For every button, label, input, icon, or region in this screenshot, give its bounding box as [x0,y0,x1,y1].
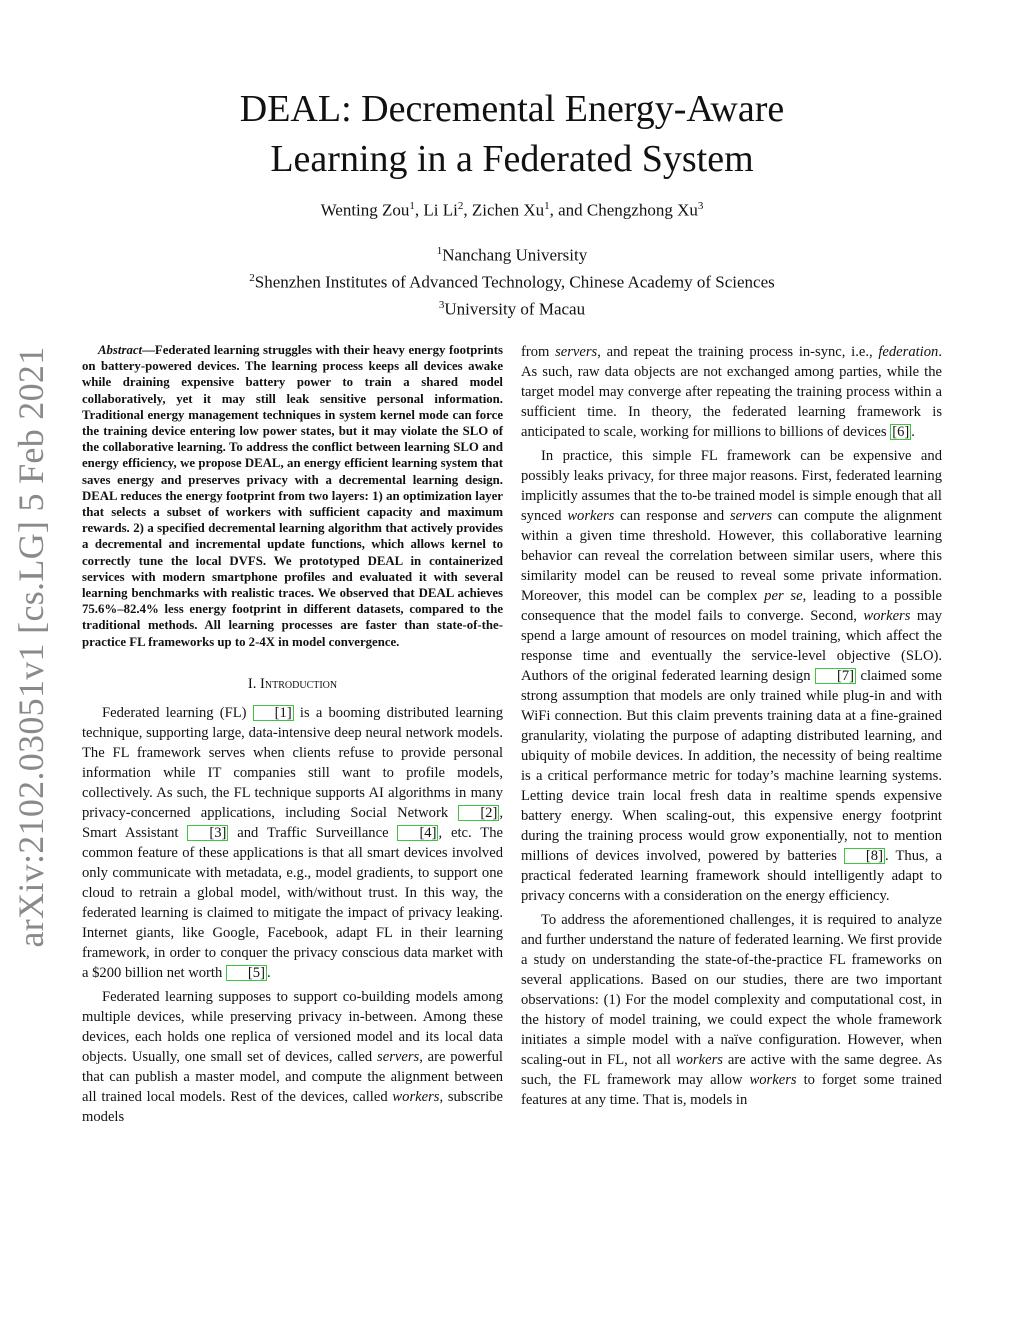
citation-link[interactable]: [4] [397,825,438,841]
affiliation: $^2$Shenzhen Institutes of Advanced Technology, Chinese Academy of Sciences [249,272,775,292]
citation-link[interactable]: [2] [458,805,499,821]
abstract: Abstract—Federated learning struggles with their heavy energy footprints on battery-powered devices. The learning process keeps all devices awake while draining expensive battery power to train a shared model collaboratively, yet it may still leak sensitive personal information. Traditional energy management techniques in system kernel mode can force the training device entering low power states, but it may violate the SLO of the collaborative learning. To address the conflict between learning SLO and energy efficiency, we propose DEAL, an energy efficient learning system that saves energy and preserves privacy with a decremental learning design. DEAL reduces the energy footprint from two layers: 1) an optimization layer that selects a subset of workers with sufficient capacity and maximum rewards. 2) a specified decremental learning algorithm that actively provides a decremental and incremental update functions, which allows kernel to correctly tune the local DVFS. We prototyped DEAL in containerized services with modern smartphone profiles and evaluated it with several learning benchmarks with realistic traces. We observed that DEAL achieves 75.6%–82.4% less energy footprint in different datasets, compared to the traditional methods. All learning processes are faster than state-of-the-practice FL frameworks up to 2-4X in model convergence. [82,343,503,649]
title-line-2: Learning in a Federated System [270,138,754,180]
title-line-1: DEAL: Decremental Energy-Aware [239,88,785,130]
affiliation: $^3$University of Macau [438,299,586,319]
right-column [521,342,942,1110]
paper-title [0,84,1024,184]
intro-paragraph-2: Federated learning supposes to support co-building models among multiple devices, while preserving privacy in-between. Among these devices, each holds one replica of versioned model and its local data objects. Usually, one small set of devices, called servers, are powerful that can publish a master model, and compute the alignment between all trained local models. Rest of the devices, called workers, subscribe models [82,988,503,1125]
intro-paragraph-1: Federated learning (FL) [1] is a booming distributed learning technique, supporting large, data-intensive deep neural network models. The FL framework serves when clients refuse to provide personal information while IT companies still want to profile models, collectively. As such, the FL technique supports AI algorithms in many privacy-concerned applications, including Social Network [2] , Smart Assistant [3] and Traffic Surveillance [4] , etc. The common feature of these applications is that all smart devices involved only communicate with metadata, e.g., model gradients, to support one cloud to retrain a global model, with/without trust. In this way, the federated learning is claimed to mitigate the impact of privacy leaking. Internet giants, like Google, Facebook, adapt FL in their learning framework, in order to conquer the privacy conscious data market with a $200 billion net worth [5] . [82,704,503,981]
citation-link[interactable]: [1] [253,705,294,721]
author-list: Wenting Zou$^1$, Li Li$^2$, Zichen Xu$^1$, and Chengzhong Xu$^3$ [320,200,704,220]
intro-paragraph-3: In practice, this simple FL framework can be expensive and possibly leaks privacy, for three major reasons. First, federated learning implicitly assumes that the to-be trained model is simple enough that all synced workers can response and servers can compute the alignment within a given time threshold. However, this collaborative learning behavior can reveal the correlation between similar users, where this similarity model can be reused to reveal some private information. Moreover, this model can be complex per se, leading to a possible consequence that the model fails to converge. Second, workers may spend a large amount of resources on model training, which affect the response time and eventually the service-level objective (SLO). Authors of the original federated learning design [7] claimed some strong assumption that models are only trained while plug-in and with WiFi connection. But this claim prevents training data at a fine-grained granularity, violating the purpose of adapting distributed learning, and ubiquity of mobile devices. In addition, the necessity of being realtime is a critical performance metric for today’s machine learning systems. Letting device train local fresh data in realtime spends expensive battery energy. When scaling-out, this expensive energy footprint during the training process would grow exponentially, not to mention millions of devices involved, powered by batteries [8] . Thus, a practical federated learning framework should intelligently adapt to privacy concerns with a consideration on the energy efficiency. [521,448,942,904]
affiliation: $^1$Nanchang University [436,245,588,265]
section-heading: I. Introduction [247,675,338,692]
affiliations [0,240,1024,321]
citation-link[interactable]: [5] [226,965,267,981]
citation-link[interactable]: [6] [892,424,910,440]
citation-link[interactable]: [8] [844,848,885,864]
intro-paragraph-2-cont: from servers, and repeat the training process in-sync, i.e., federation. As such, raw data objects are not exchanged among parties, while the target model may converge after repeating the training process within a sufficient time. In theory, the federated learning framework is anticipated to scale, working for millions to billions of devices [6] . [521,344,942,440]
abstract-label: Abstract [98,343,143,357]
left-column [82,342,503,1127]
citation-link[interactable]: [7] [815,668,856,684]
intro-paragraph-4: To address the aforementioned challenges, it is required to analyze and further understand the nature of federated learning. We first provide a study on understanding the state-of-the-practice FL frameworks on several applications. Based on our studies, there are two important observations: (1) For the model complexity and computational cost, in the history of model training, we could expect the whole framework initiates a simple model with a naïve configuration. However, when scaling-out in FL, not all workers are active with the same degree. As such, the FL framework may allow workers to forget some trained features at any time. That is, models in [521,912,942,1108]
citation-link[interactable]: [3] [187,825,228,841]
arxiv-stamp: arXiv:2102.03051v1 [cs.LG] 5 Feb 2021 [11,346,51,948]
